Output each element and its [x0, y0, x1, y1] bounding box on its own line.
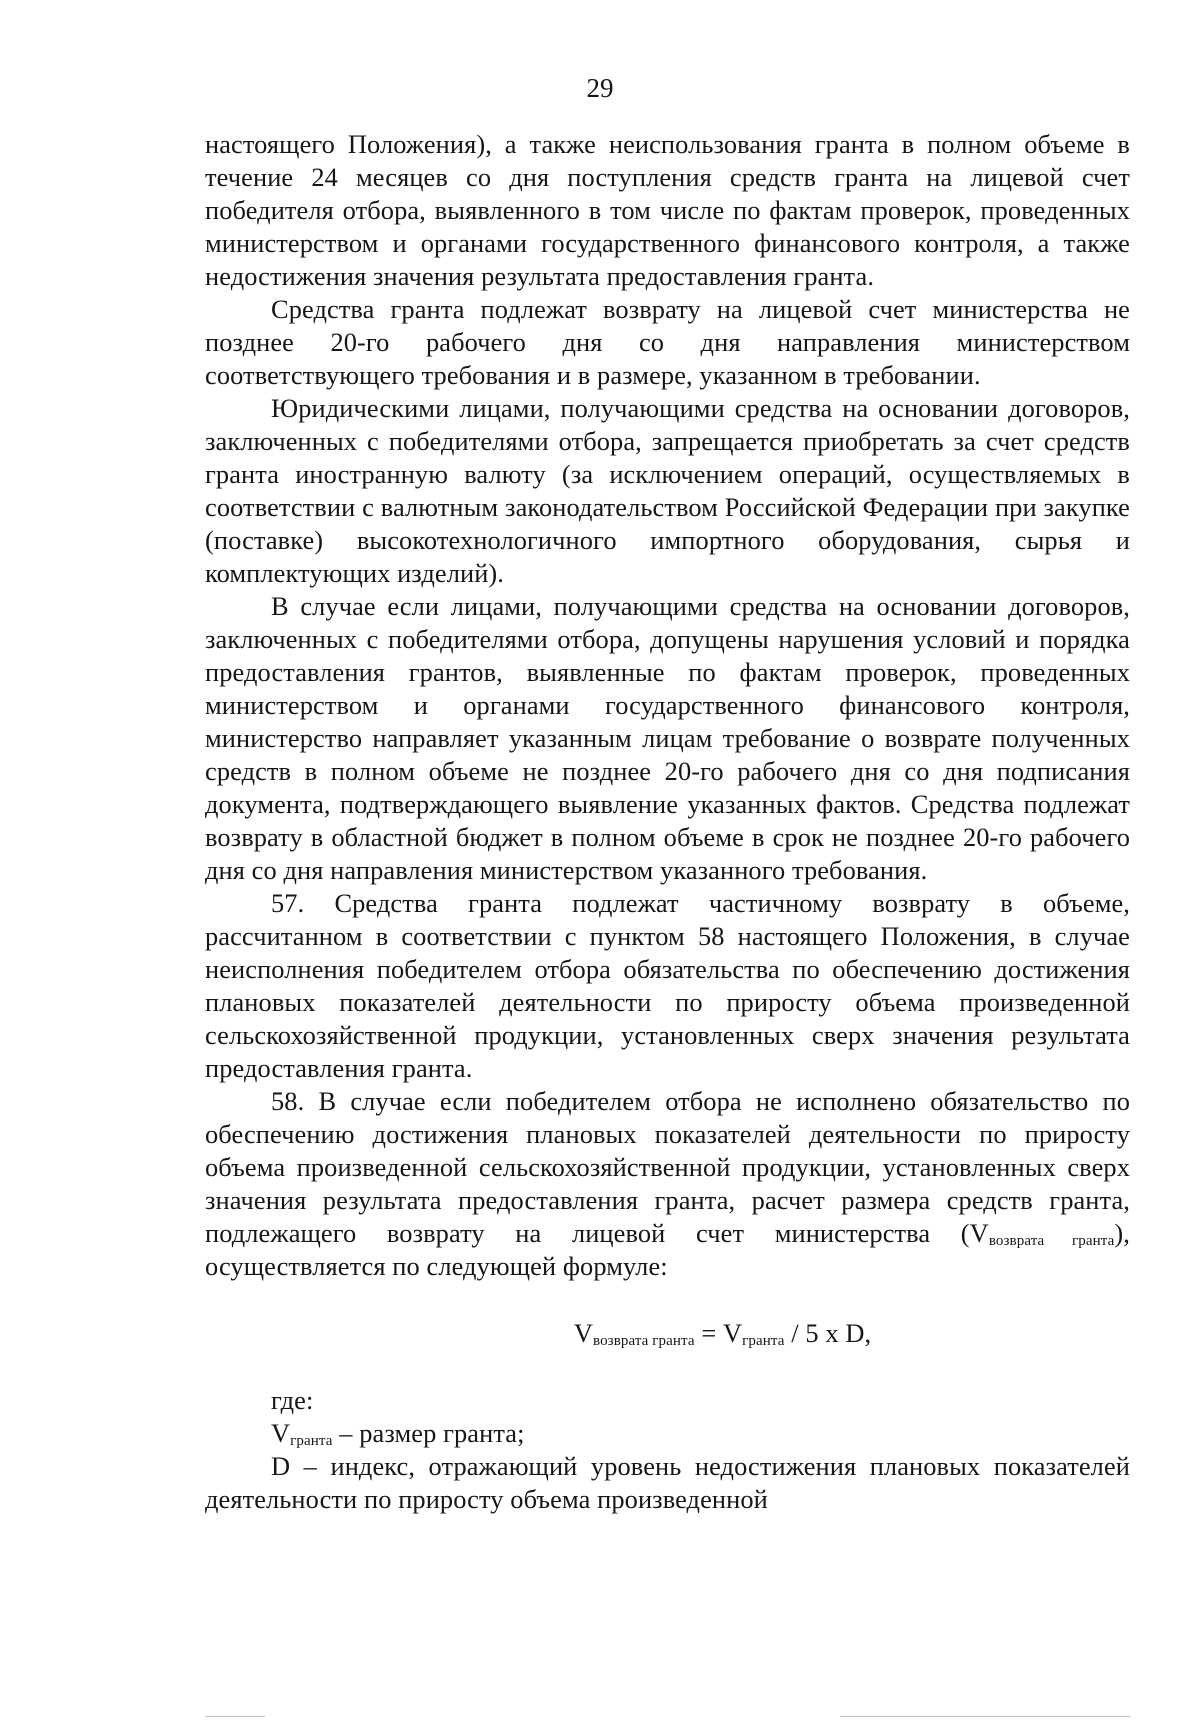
- formula-rhs-sub: гранта: [742, 1333, 785, 1349]
- clause-58-text: 58. В случае если победителем отбора не исполнено обязательство по обеспечению достижения плановых показателей деятельности по приросту объема произведенной сельскохозяйственной продукции, установленных сверх значения результата предоставления гранта, расчет размера средств гранта, подлежащего возврату на лицевой счет министерства (V: [205, 1086, 1130, 1248]
- paragraph-violations: В случае если лицами, получающими средства на основании договоров, заключенных с победителями отбора, допущены нарушения условий и порядка предоставления грантов, выявленные по фактам проверок, проведенных министерством и органами государственного финансового контроля, министерство направляет указанным лицам требование о возврате полученных средств в полном объеме не позднее 20-го рабочего дня со дня подписания документа, подтверждающего выявление указанных фактов. Средства подлежат возврату в областной бюджет в полном объеме в срок не позднее 20-го рабочего дня со дня направления министерством указанного требования.: [205, 591, 1130, 885]
- clause-57: 57. Средства гранта подлежат частичному возврату в объеме, рассчитанном в соответствии с пунктом 58 настоящего Положения, в случае неисполнения победителем отбора обязательства по обеспечению достижения плановых показателей деятельности по приросту объема произведенной сельскохозяйственной продукции, установленных сверх значения результата предоставления гранта.: [205, 888, 1130, 1083]
- definition-v-var: V: [271, 1418, 291, 1448]
- paragraph-grant-return: Средства гранта подлежат возврату на лицевой счет министерства не позднее 20-го рабочего дня со дня направления министерством соответствующего требования и в размере, указанном в требовании.: [205, 294, 1130, 390]
- formula: [205, 1283, 1130, 1384]
- formula-eq: = V: [694, 1318, 743, 1348]
- where-label: где:: [271, 1385, 314, 1415]
- formula-rhs-tail: / 5 х D,: [784, 1318, 872, 1348]
- definition-d-index: D – индекс, отражающий уровень недостижения плановых показателей деятельности по приросту объема произведенной: [205, 1451, 1130, 1514]
- scan-edge-line: [840, 1716, 1130, 1717]
- definition-v-text: – размер гранта;: [332, 1418, 525, 1448]
- clause-58: [205, 1085, 1130, 1283]
- paragraph-continuation: настоящего Положения), а также неиспользования гранта в полном объеме в течение 24 месяцев со дня поступления средств гранта на лицевой счет победителя отбора, выявленного в том числе по фактам проверок, проведенных министерством и органами государственного финансового контроля, а также недостижения значения результата предоставления гранта.: [205, 129, 1130, 291]
- scan-edge-line: [205, 1716, 265, 1717]
- page-number: 29: [586, 73, 614, 103]
- clause-58-tail: ), осуществляется по следующей формуле:: [205, 1218, 1130, 1281]
- clause-58-subscript: возврата гранта: [988, 1233, 1115, 1249]
- definition-v-grant: [205, 1417, 1130, 1450]
- paragraph-currency-restriction: Юридическими лицами, получающими средства на основании договоров, заключенных с победителями отбора, запрещается приобретать за счет средств гранта иностранную валюту (за исключением операций, осуществляемых в соответствии с валютным законодательством Российской Федерации при закупке (поставке) высокотехнологичного импортного оборудования, сырья и комплектующих изделий).: [205, 393, 1130, 588]
- document-body: [205, 128, 1130, 1516]
- formula-lhs-sub: возврата гранта: [592, 1333, 695, 1349]
- definition-v-sub: гранта: [290, 1433, 333, 1449]
- formula-lhs-var: V: [573, 1318, 593, 1348]
